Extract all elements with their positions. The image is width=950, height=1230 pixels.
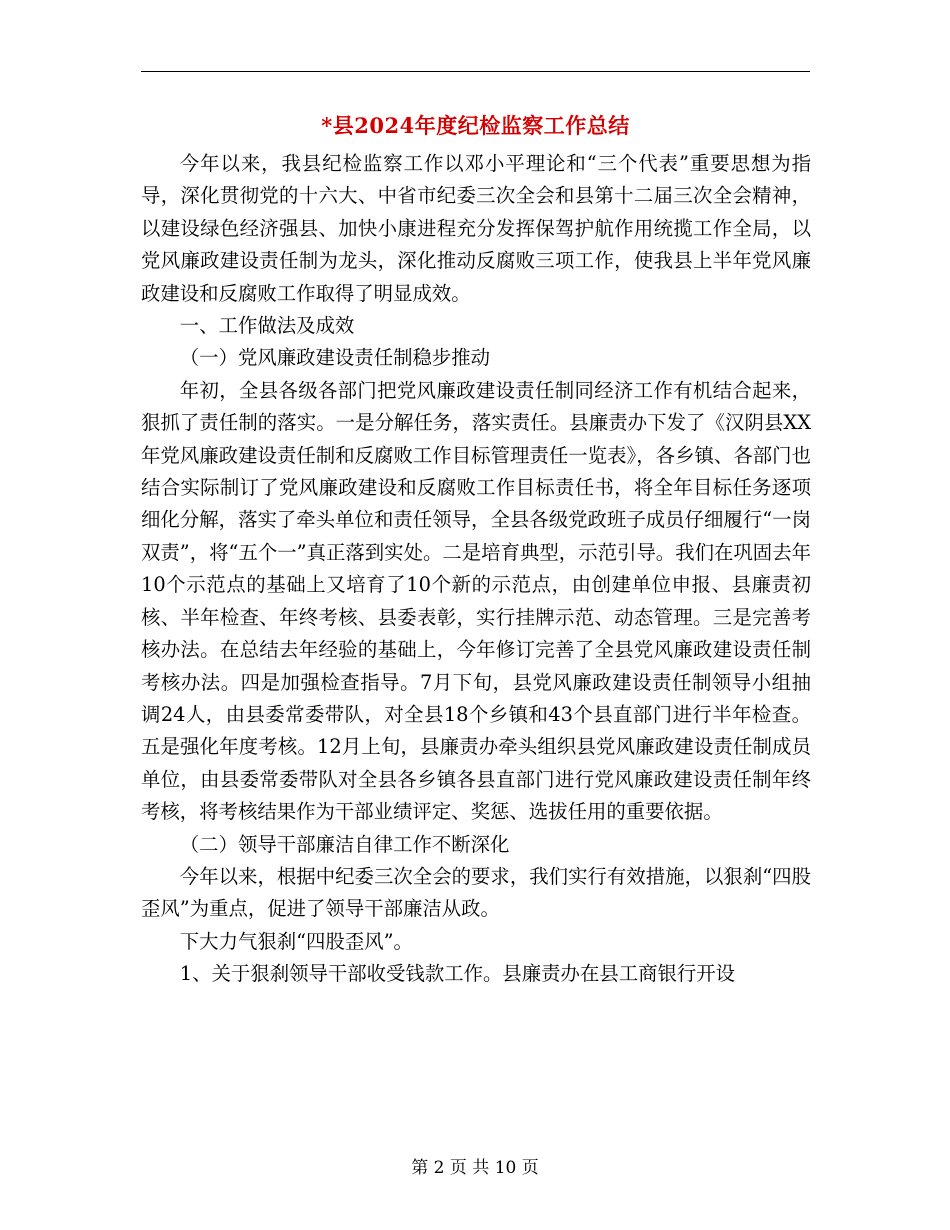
- subsection-heading: （一）党风廉政建设责任制稳步推动: [179, 346, 491, 370]
- body-paragraph: 年初，全县各级各部门把党风廉政建设责任制同经济工作有机结合起来，狠抓了责任制的落实。一是分解任务，落实责任。县廉责办下发了《汉阴县XX年党风廉政建设责任制和反腐败工作目标管理责任一览表》，各乡镇、各部门也结合实际制订了党风廉政建设和反腐败工作目标责任书，将全年目标任务逐项细化分解，落实了牵头单位和责任领导，全县各级党政班子成员仔细履行“一岗双责”，将“五个一”真正落到实处。二是培育典型，示范引导。我们在巩固去年10个示范点的基础上又培育了10个新的示范点，由创建单位申报、县廉责初核、半年检查、年终考核、县委表彰，实行挂牌示范、动态管理。三是完善考核办法。在总结去年经验的基础上，今年修订完善了全县党风廉政建设责任制考核办法。四是加强检查指导。7月下旬，县党风廉政建设责任制领导小组抽调24人，由县委常委带队，对全县18个乡镇和43个县直部门进行半年检查。五是强化年度考核。12月上旬，县廉责办牵头组织县党风廉政建设责任制成员单位，由县委常委带队对全县各乡镇各县直部门进行党风廉政建设责任制年终考核，将考核结果作为干部业绩评定、奖惩、选拔任用的重要依据。: [141, 378, 811, 824]
- body-paragraph: 下大力气狠刹“四股歪风”。: [179, 929, 413, 953]
- subsection-heading: （二）领导干部廉洁自律工作不断深化: [179, 832, 510, 856]
- section-heading: 一、工作做法及成效: [179, 314, 355, 338]
- intro-paragraph: 今年以来，我县纪检监察工作以邓小平理论和“三个代表”重要思想为指导，深化贯彻党的十六大、中省市纪委三次全会和县第十二届三次全会精神，以建设绿色经济强县、加快小康进程充分发挥保驾护航作用统揽工作全局，以党风廉政建设责任制为龙头，深化推动反腐败三项工作，使我县上半年党风廉政建设和反腐败工作取得了明显成效。: [141, 152, 811, 305]
- page-number-footer: 第 2 页 共 10 页: [411, 1158, 539, 1178]
- document-title: *县2024年度纪检监察工作总结: [321, 113, 630, 138]
- body-paragraph: 今年以来，根据中纪委三次全会的要求，我们实行有效措施，以狠刹“四股歪风”为重点，促进了领导干部廉洁从政。: [141, 864, 811, 921]
- document-body: [141, 148, 811, 991]
- body-paragraph: 1、关于狠刹领导干部收受钱款工作。县廉责办在县工商银行开设: [179, 962, 736, 986]
- header-rule: [141, 71, 810, 72]
